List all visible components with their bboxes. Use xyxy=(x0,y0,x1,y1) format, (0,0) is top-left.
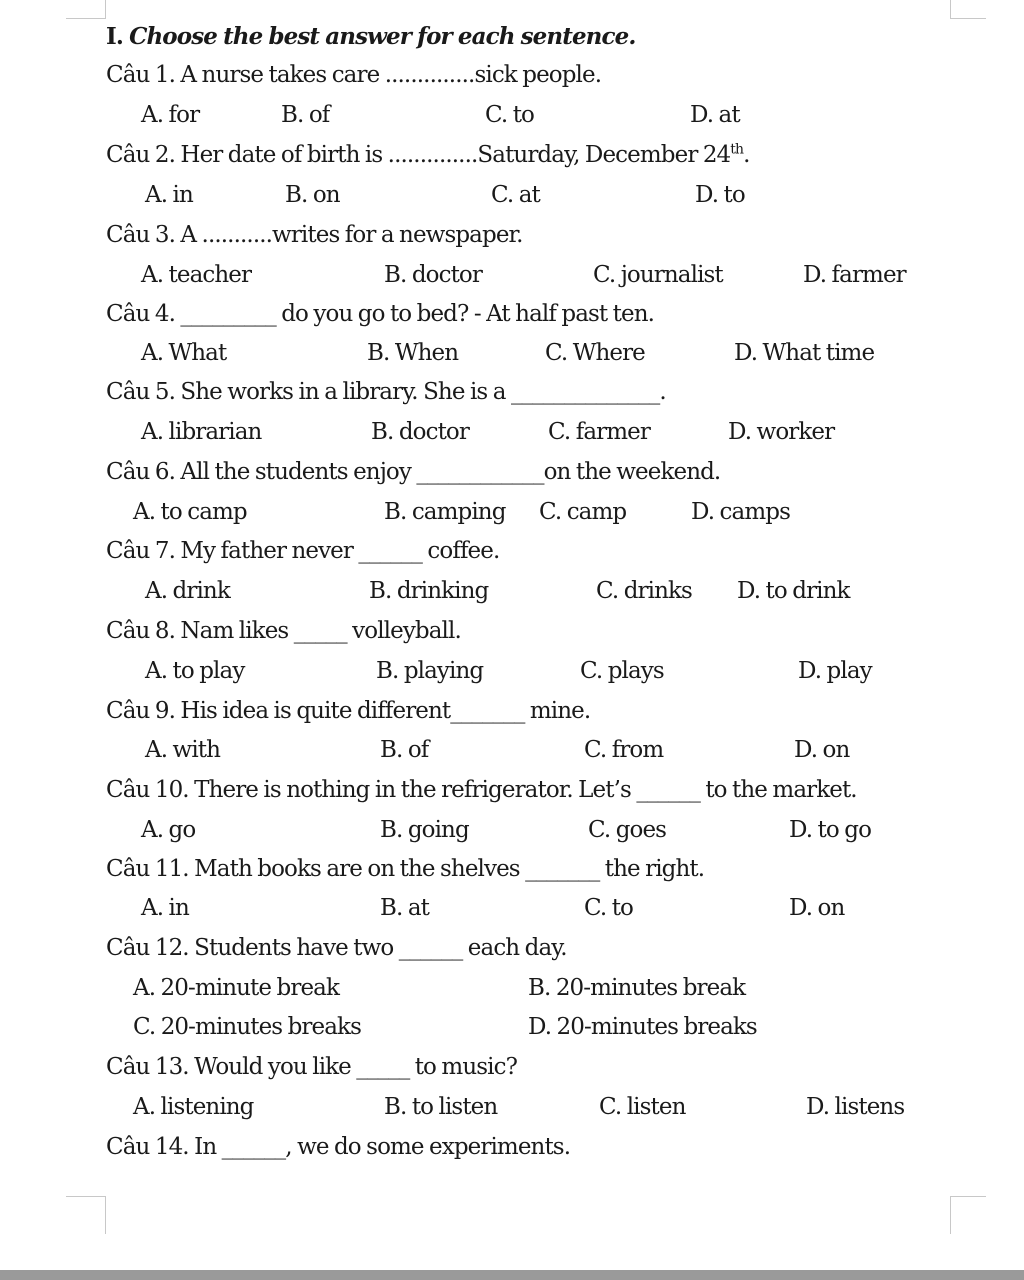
crop-mark-bottom-right-h xyxy=(950,1196,986,1197)
question-text: All the students enjoy ____________on the weekend. xyxy=(180,459,721,485)
question-14 xyxy=(106,1128,570,1166)
question-text: Math books are on the shelves _______ the right. xyxy=(194,856,705,882)
question-text: _________ do you go to bed? - At half past ten. xyxy=(180,301,655,327)
question-text: Her date of birth is ..............Saturday, December 24 xyxy=(180,142,731,168)
q12-option-b[interactable]: B. 20-minutes break xyxy=(528,975,746,1001)
crop-mark-top-left-h xyxy=(66,18,106,19)
q2-option-c[interactable]: C. at xyxy=(491,182,540,208)
q11-option-b[interactable]: B. at xyxy=(380,895,429,921)
q5-option-b[interactable]: B. doctor xyxy=(371,419,469,445)
crop-mark-top-right-h xyxy=(950,18,986,19)
question-label: Câu 2. xyxy=(106,142,175,168)
q11-option-a[interactable]: A. in xyxy=(141,895,189,921)
q1-option-b[interactable]: B. of xyxy=(281,102,330,128)
question-label: Câu 12. xyxy=(106,935,189,961)
q8-option-d[interactable]: D. play xyxy=(798,658,872,684)
q10-option-d[interactable]: D. to go xyxy=(789,817,872,843)
q7-option-d[interactable]: D. to drink xyxy=(737,578,850,604)
q8-option-c[interactable]: C. plays xyxy=(580,658,664,684)
question-text: Would you like _____ to music? xyxy=(194,1054,518,1080)
q13-option-b[interactable]: B. to listen xyxy=(384,1094,498,1120)
q8-option-b[interactable]: B. playing xyxy=(376,658,484,684)
question-5 xyxy=(106,373,666,411)
q5-option-c[interactable]: C. farmer xyxy=(548,419,650,445)
q4-option-a[interactable]: A. What xyxy=(141,340,227,366)
question-13 xyxy=(106,1048,517,1086)
q1-option-a[interactable]: A. for xyxy=(141,102,200,128)
section-title-text: Choose the best answer for each sentence. xyxy=(129,23,636,50)
question-text: There is nothing in the refrigerator. Let’s ______ to the market. xyxy=(194,777,857,803)
question-3 xyxy=(106,216,523,254)
q8-option-a[interactable]: A. to play xyxy=(145,658,245,684)
q13-option-a[interactable]: A. listening xyxy=(133,1094,254,1120)
q4-option-c[interactable]: C. Where xyxy=(545,340,645,366)
question-9 xyxy=(106,692,590,730)
q2-option-a[interactable]: A. in xyxy=(145,182,193,208)
question-label: Câu 13. xyxy=(106,1054,189,1080)
q11-option-d[interactable]: D. on xyxy=(789,895,845,921)
q6-option-b[interactable]: B. camping xyxy=(384,499,506,525)
question-text: Nam likes _____ volleyball. xyxy=(180,618,461,644)
q2-option-b[interactable]: B. on xyxy=(285,182,340,208)
crop-mark-bottom-right-v xyxy=(950,1196,951,1234)
q4-option-b[interactable]: B. When xyxy=(367,340,459,366)
question-10 xyxy=(106,771,857,809)
question-text: In ______, we do some experiments. xyxy=(194,1134,571,1160)
question-8 xyxy=(106,612,461,650)
question-text: My father never ______ coffee. xyxy=(180,538,500,564)
q3-option-a[interactable]: A. teacher xyxy=(141,262,252,288)
q7-option-b[interactable]: B. drinking xyxy=(369,578,489,604)
question-text: A nurse takes care ..............sick people. xyxy=(180,62,602,88)
question-label: Câu 4. xyxy=(106,301,175,327)
question-11 xyxy=(106,850,704,888)
q1-option-d[interactable]: D. at xyxy=(690,102,740,128)
question-12 xyxy=(106,929,567,967)
question-1 xyxy=(106,56,601,94)
question-text: Students have two ______ each day. xyxy=(194,935,567,961)
q10-option-b[interactable]: B. going xyxy=(380,817,469,843)
question-6 xyxy=(106,453,720,491)
crop-mark-bottom-left-h xyxy=(66,1196,106,1197)
q6-option-c[interactable]: C. camp xyxy=(539,499,627,525)
crop-mark-top-right-v xyxy=(950,0,951,18)
q3-option-b[interactable]: B. doctor xyxy=(384,262,482,288)
q12-option-d[interactable]: D. 20-minutes breaks xyxy=(528,1014,757,1040)
question-text-end: . xyxy=(743,142,750,168)
question-text: A ...........writes for a newspaper. xyxy=(180,222,523,248)
question-4 xyxy=(106,295,654,333)
crop-mark-bottom-left-v xyxy=(105,1196,106,1234)
question-2 xyxy=(106,136,750,174)
q9-option-a[interactable]: A. with xyxy=(145,737,221,763)
q9-option-d[interactable]: D. on xyxy=(794,737,850,763)
question-label: Câu 14. xyxy=(106,1134,189,1160)
q9-option-c[interactable]: C. from xyxy=(584,737,664,763)
q1-option-c[interactable]: C. to xyxy=(485,102,534,128)
question-label: Câu 1. xyxy=(106,62,175,88)
question-text: She works in a library. She is a ______________. xyxy=(180,379,666,405)
q5-option-a[interactable]: A. librarian xyxy=(141,419,262,445)
q12-option-a[interactable]: A. 20-minute break xyxy=(133,975,340,1001)
q10-option-c[interactable]: C. goes xyxy=(588,817,667,843)
question-label: Câu 9. xyxy=(106,698,175,724)
question-label: Câu 5. xyxy=(106,379,175,405)
q6-option-d[interactable]: D. camps xyxy=(691,499,790,525)
q11-option-c[interactable]: C. to xyxy=(584,895,633,921)
q13-option-c[interactable]: C. listen xyxy=(599,1094,686,1120)
q4-option-d[interactable]: D. What time xyxy=(734,340,875,366)
q6-option-a[interactable]: A. to camp xyxy=(133,499,247,525)
q3-option-d[interactable]: D. farmer xyxy=(803,262,906,288)
question-label: Câu 8. xyxy=(106,618,175,644)
q7-option-c[interactable]: C. drinks xyxy=(596,578,692,604)
question-label: Câu 11. xyxy=(106,856,189,882)
crop-mark-top-left-v xyxy=(105,0,106,18)
question-label: Câu 10. xyxy=(106,777,189,803)
question-7 xyxy=(106,532,499,570)
ordinal-suffix: th xyxy=(730,141,744,158)
question-label: Câu 7. xyxy=(106,538,175,564)
section-title-prefix: I. xyxy=(106,23,123,50)
q5-option-d[interactable]: D. worker xyxy=(728,419,835,445)
viewer-bottom-bar xyxy=(0,1270,1024,1280)
q7-option-a[interactable]: A. drink xyxy=(145,578,230,604)
question-label: Câu 6. xyxy=(106,459,175,485)
section-title xyxy=(106,18,635,56)
q9-option-b[interactable]: B. of xyxy=(380,737,429,763)
question-text: His idea is quite different_______ mine. xyxy=(180,698,591,724)
question-label: Câu 3. xyxy=(106,222,175,248)
q2-option-d[interactable]: D. to xyxy=(695,182,745,208)
q12-option-c[interactable]: C. 20-minutes breaks xyxy=(133,1014,361,1040)
q13-option-d[interactable]: D. listens xyxy=(806,1094,905,1120)
q3-option-c[interactable]: C. journalist xyxy=(593,262,723,288)
q10-option-a[interactable]: A. go xyxy=(141,817,196,843)
